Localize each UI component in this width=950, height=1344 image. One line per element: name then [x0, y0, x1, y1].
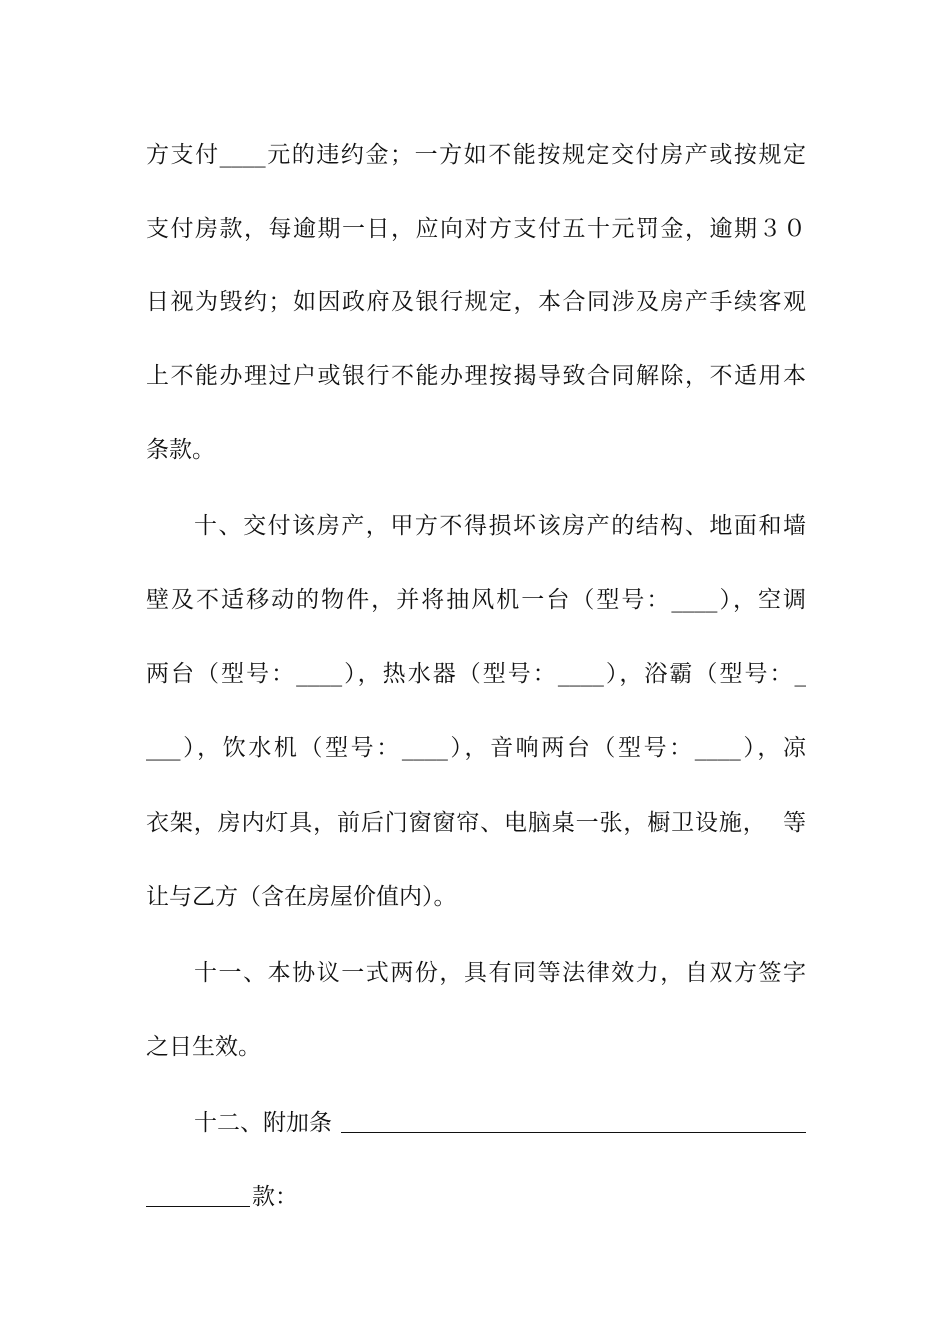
text-line-4: 上不能办理过户或银行不能办理按揭导致合同解除，不适用本	[146, 363, 806, 389]
text-line-15: 款：	[252, 1184, 298, 1210]
clause-twelve-label: 十二、附加条	[194, 1110, 332, 1136]
text-line-13: 之日生效。	[146, 1034, 261, 1060]
fill-in-blank-line	[341, 1132, 806, 1133]
text-line-8: 两台（型号：____），热水器（型号：____），浴霸（型号：_	[146, 661, 806, 687]
text-line-9: ___），饮水机（型号：____），音响两台（型号：____），凉	[146, 735, 806, 761]
text-line-7: 壁及不适移动的物件，并将抽风机一台（型号：____），空调	[146, 587, 806, 613]
clause-ten-first-line: 十、交付该房产，甲方不得损坏该房产的结构、地面和墙	[194, 513, 806, 539]
text-line-5: 条款。	[146, 437, 215, 463]
text-line-10: 衣架，房内灯具，前后门窗窗帘、电脑桌一张，橱卫设施， 等	[146, 810, 806, 836]
fill-in-blank-line-2	[146, 1206, 250, 1207]
text-line-1: 方支付____元的违约金；一方如不能按规定交付房产或按规定	[146, 142, 806, 168]
text-line-2: 支付房款，每逾期一日，应向对方支付五十元罚金，逾期３０	[146, 216, 806, 242]
text-line-3: 日视为毁约；如因政府及银行规定，本合同涉及房产手续客观	[146, 289, 806, 315]
clause-eleven-first-line: 十一、本协议一式两份，具有同等法律效力，自双方签字	[194, 960, 806, 986]
text-line-11: 让与乙方（含在房屋价值内）。	[146, 884, 457, 910]
